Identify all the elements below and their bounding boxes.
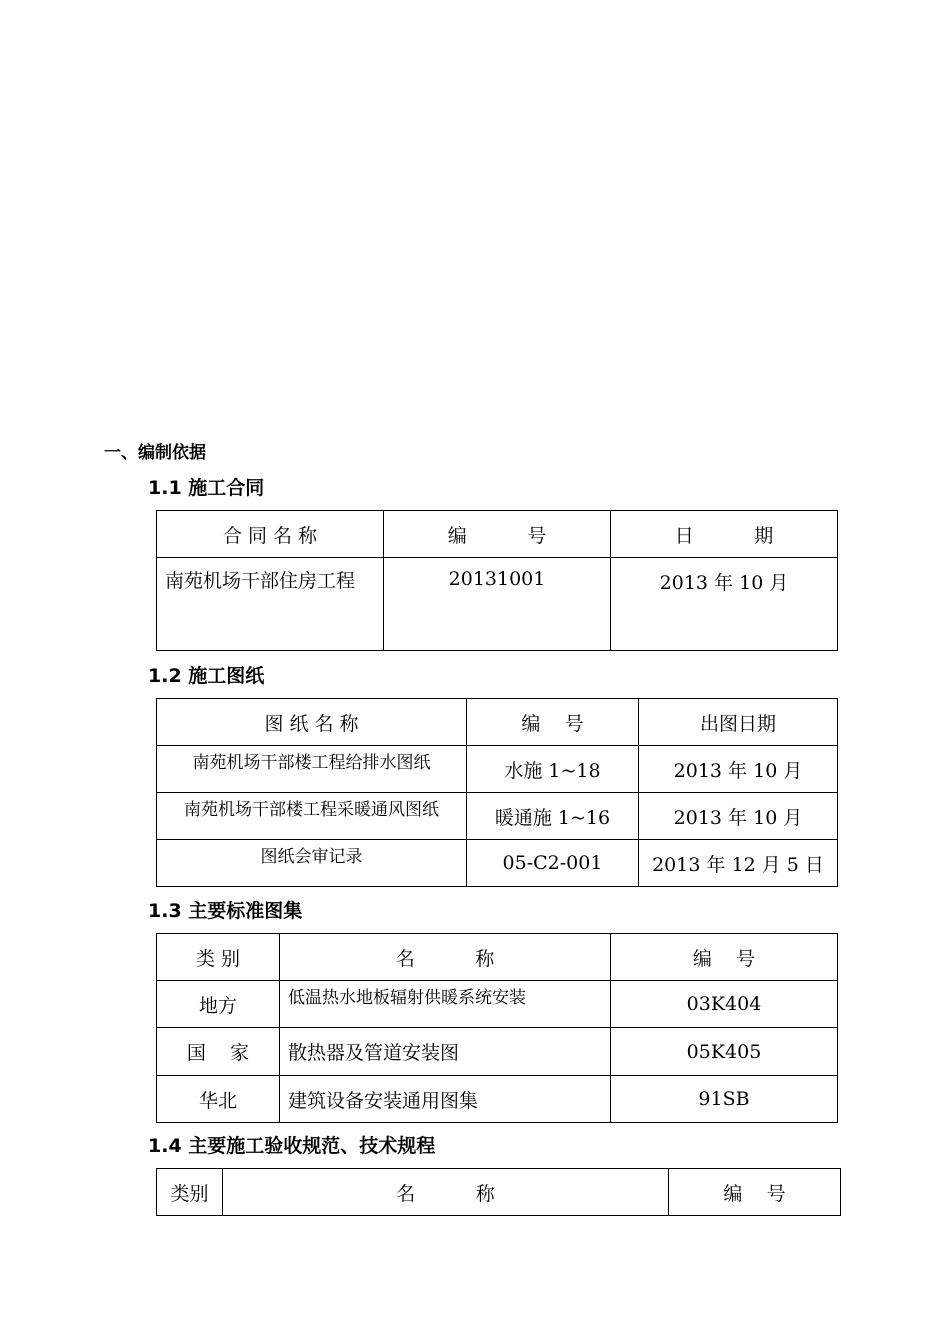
table-cell: 国 家: [157, 1028, 280, 1076]
table-cell: 南苑机场干部住房工程: [157, 558, 384, 651]
table-cell: 2013 年 12 月 5 日: [639, 840, 838, 887]
drawings-table: [156, 698, 838, 887]
standards-table: [156, 933, 838, 1123]
specs-heading: 1.4 主要施工验收规范、技术规程: [148, 1135, 436, 1157]
table-cell: 03K404: [611, 981, 838, 1028]
table-row: [157, 793, 838, 840]
header-cell: 编 号: [611, 934, 838, 981]
table-cell: 低温热水地板辐射供暖系统安装: [280, 981, 611, 1028]
table-cell: 建筑设备安装通用图集: [280, 1076, 611, 1123]
table-row: [157, 1028, 838, 1076]
table-cell: 地方: [157, 981, 280, 1028]
table-cell: 20131001: [384, 558, 611, 651]
table-cell: 南苑机场干部楼工程给排水图纸: [157, 746, 467, 793]
table-header-row: [157, 1169, 841, 1216]
header-cell: 日 期: [611, 511, 838, 558]
table-cell: 05-C2-001: [467, 840, 639, 887]
header-cell: 名 称: [280, 934, 611, 981]
table-header-row: [157, 511, 838, 558]
table-cell: 图纸会审记录: [157, 840, 467, 887]
header-cell: 类别: [157, 1169, 223, 1216]
header-cell: 类 别: [157, 934, 280, 981]
table-cell: 05K405: [611, 1028, 838, 1076]
table-cell: 2013 年 10 月: [611, 558, 838, 651]
table-cell: 2013 年 10 月: [639, 746, 838, 793]
table-cell: 2013 年 10 月: [639, 793, 838, 840]
header-cell: 编 号: [467, 699, 639, 746]
table-cell: 华北: [157, 1076, 280, 1123]
table-row: [157, 558, 838, 651]
contract-table: [156, 510, 838, 651]
specs-table: [156, 1168, 841, 1216]
header-cell: 图 纸 名 称: [157, 699, 467, 746]
table-row: [157, 840, 838, 887]
header-cell: 名 称: [223, 1169, 669, 1216]
header-cell: 编 号: [384, 511, 611, 558]
table-cell: 南苑机场干部楼工程采暖通风图纸: [157, 793, 467, 840]
table-cell: 水施 1~18: [467, 746, 639, 793]
table-cell: 暖通施 1~16: [467, 793, 639, 840]
header-cell: 出图日期: [639, 699, 838, 746]
table-header-row: [157, 934, 838, 981]
section-title: 一、编制依据: [104, 443, 206, 463]
drawings-heading: 1.2 施工图纸: [148, 665, 265, 687]
table-row: [157, 746, 838, 793]
table-row: [157, 981, 838, 1028]
header-cell: 合 同 名 称: [157, 511, 384, 558]
table-cell: 91SB: [611, 1076, 838, 1123]
table-row: [157, 1076, 838, 1123]
table-header-row: [157, 699, 838, 746]
standards-heading: 1.3 主要标准图集: [148, 900, 303, 922]
header-cell: 编 号: [669, 1169, 841, 1216]
contract-heading: 1.1 施工合同: [148, 477, 265, 499]
table-cell: 散热器及管道安装图: [280, 1028, 611, 1076]
